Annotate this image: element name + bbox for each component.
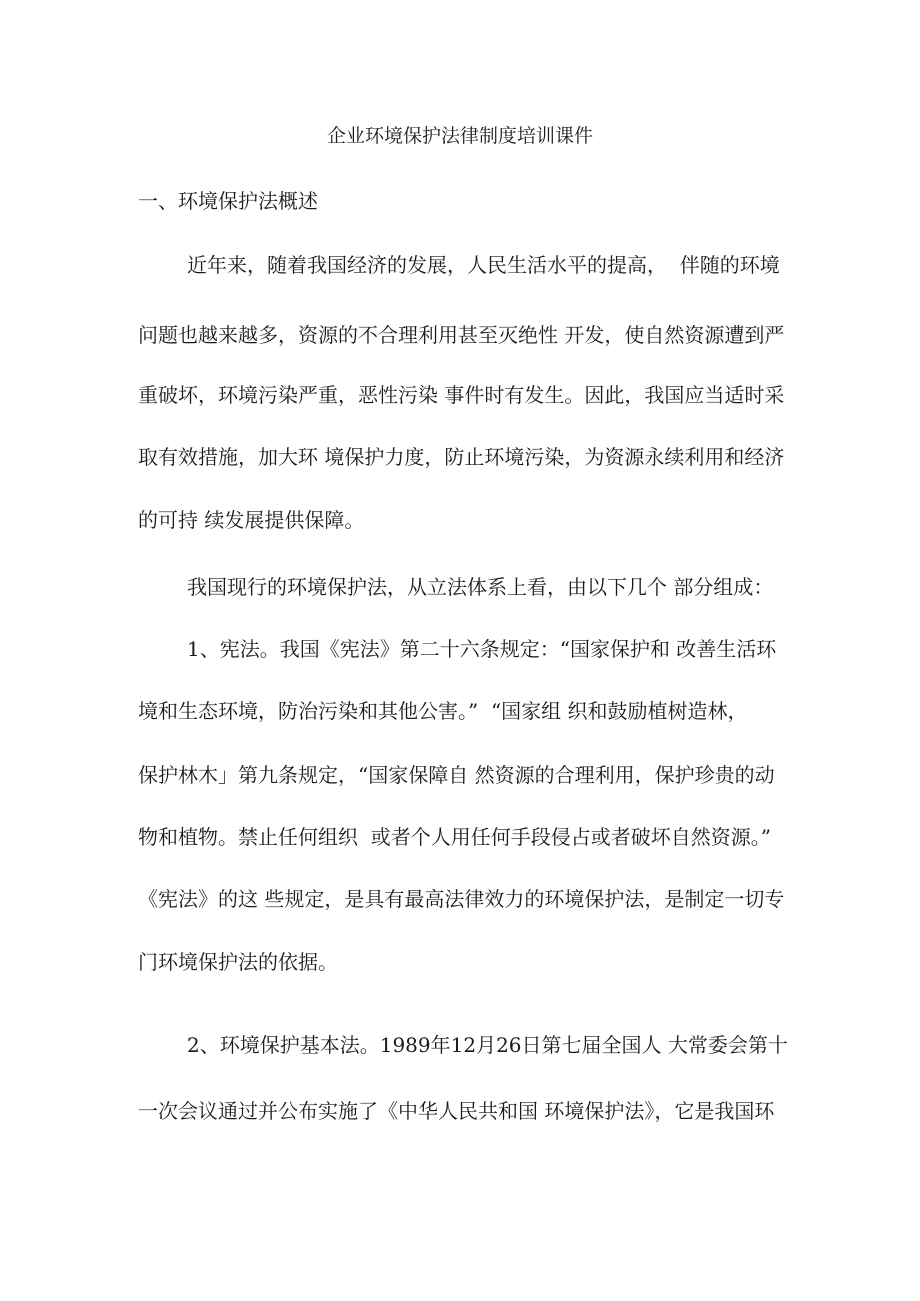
document-title: 企业环境保护法律制度培训课件 xyxy=(326,125,593,147)
paragraph-line: 境和生态环境，防治污染和其他公害。” “国家组 织和鼓励植树造林， xyxy=(138,699,748,723)
paragraph-line: 问题也越来越多，资源的不合理利用甚至灭绝性 开发，使自然资源遭到严 xyxy=(138,323,785,347)
paragraph-line: 门环境保护法的依据。 xyxy=(138,950,338,974)
paragraph-line: 《宪法》的这 些规定，是具有最高法律效力的环境保护法，是制定一切专 xyxy=(138,887,785,911)
paragraph-line: 保护林木」第九条规定，“国家保障自 然资源的合理利用，保护珍贵的动 xyxy=(138,763,775,787)
paragraph-line: 物和植物。禁止任何组织 或者个人用任何手段侵占或者破坏自然资源。” xyxy=(138,825,771,849)
section-heading: 一、环境保护法概述 xyxy=(138,189,318,213)
paragraph-line: 一次会议通过并公布实施了《中华人民共和国 环境保护法》，它是我国环 xyxy=(138,1099,775,1123)
paragraph-line: 的可持 续发展提供保障。 xyxy=(138,508,365,532)
paragraph-line: 我国现行的环境保护法，从立法体系上看，由以下几个 部分组成： xyxy=(187,575,774,599)
paragraph-line: 重破坏，环境污染严重，恶性污染 事件时有发生。因此，我国应当适时采 xyxy=(138,383,785,407)
paragraph-line: 取有效措施，加大环 境保护力度，防止环境污染，为资源永续利用和经济 xyxy=(138,445,785,469)
paragraph-line: 近年来，随着我国经济的发展，人民生活水平的提高， 伴随的环境 xyxy=(187,253,780,277)
paragraph-line: 1、宪法。我国《宪法》第二十六条规定：“国家保护和 改善生活环 xyxy=(187,637,777,661)
paragraph-line: 2、环境保护基本法。1989年12月26日第七届全国人 大常委会第十 xyxy=(187,1033,788,1057)
